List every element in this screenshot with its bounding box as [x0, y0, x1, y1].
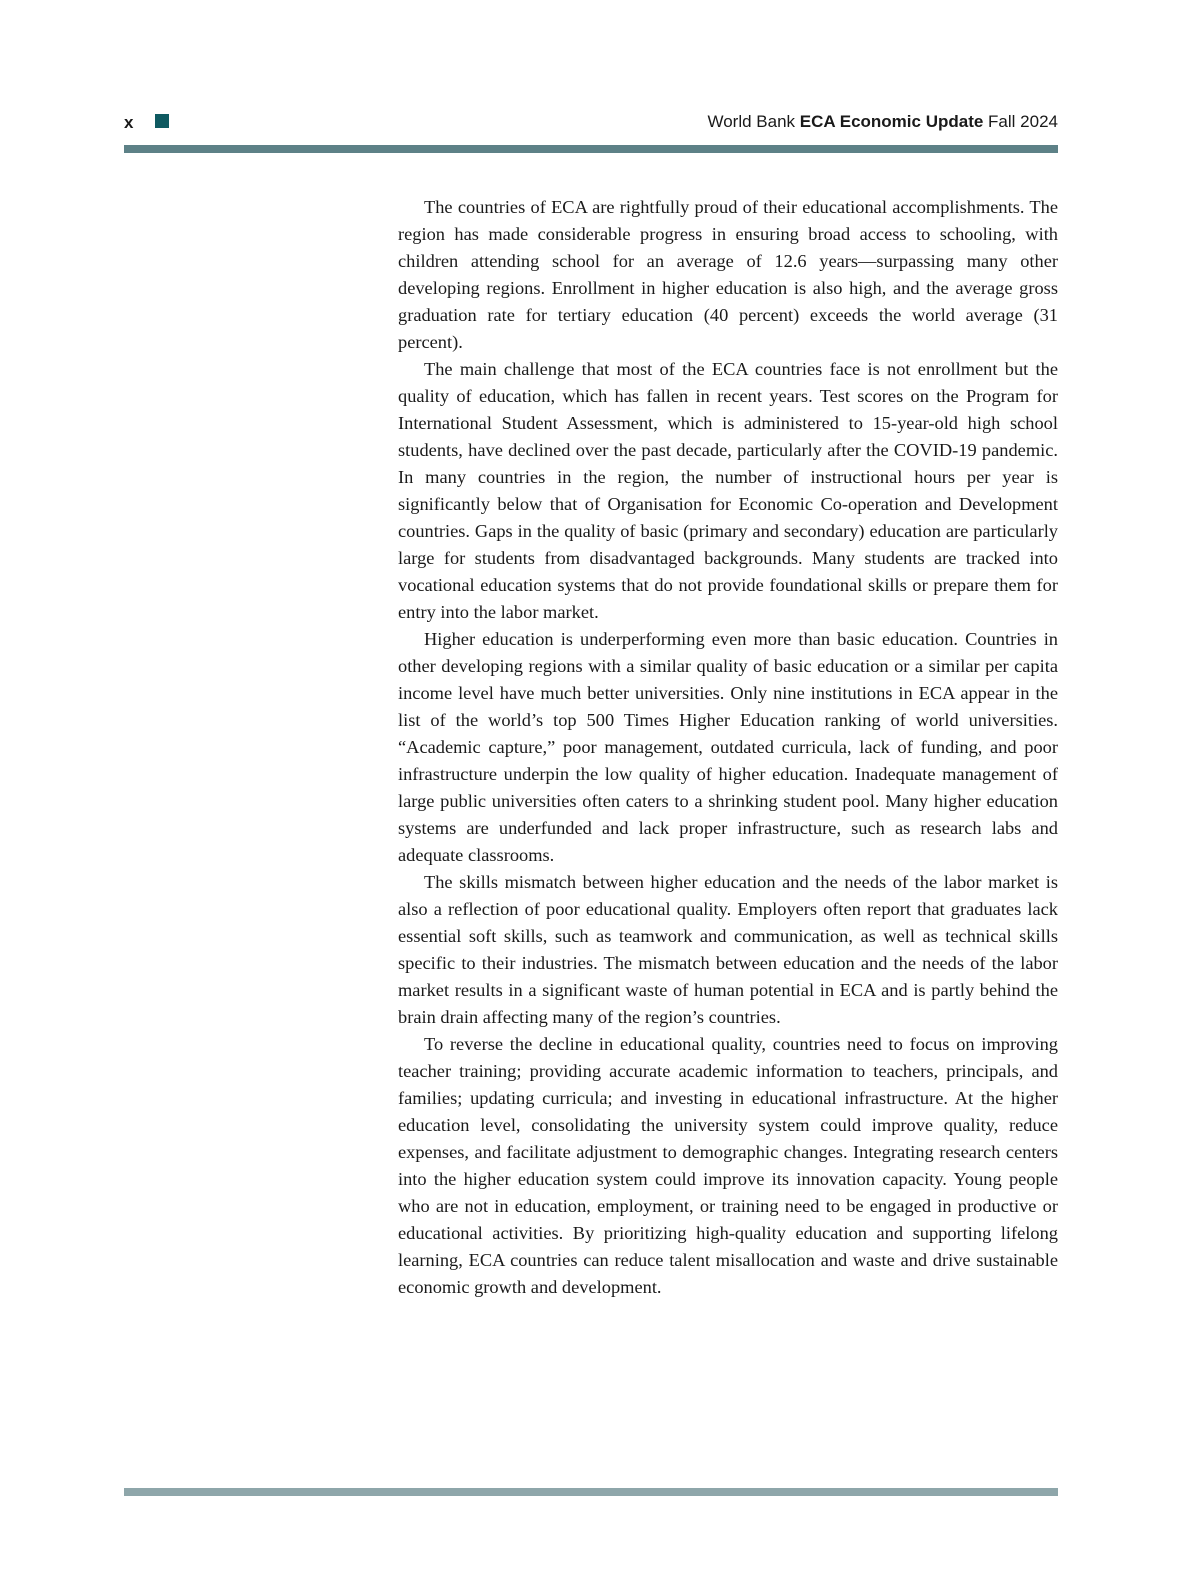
header-rule	[124, 145, 1058, 153]
body-text	[398, 194, 1058, 1301]
footer-rule	[124, 1488, 1058, 1496]
paragraph-1: The countries of ECA are rightfully proud of their educational accomplishments. The region has made considerable progress in ensuring broad access to schooling, with children attending school for an average of 12.6 years—surpassing many other developing regions. Enrollment in higher education is also high, and the average gross graduation rate for tertiary education (40 percent) exceeds the world average (31 percent).	[398, 197, 1058, 352]
paragraph-4: The skills mismatch between higher education and the needs of the labor market is also a reflection of poor educational quality. Employers often report that graduates lack essential soft skills, such as teamwork and communication, as well as technical skills specific to their industries. The mismatch between education and the needs of the labor market results in a significant waste of human potential in ECA and is partly behind the brain drain affecting many of the region’s countries.	[398, 872, 1058, 1027]
paragraph-3: Higher education is underperforming even more than basic education. Countries in other developing regions with a similar quality of basic education or a similar per capita income level have much better universities. Only nine institutions in ECA appear in the list of the world’s top 500 Times Higher Education ranking of world universities. “Academic capture,” poor management, outdated curricula, lack of funding, and poor infrastructure underpin the low quality of higher education. Inadequate management of large public universities often caters to a shrinking student pool. Many higher education systems are underfunded and lack proper infrastructure, such as research labs and adequate classrooms.	[398, 629, 1058, 865]
running-head-suffix: Fall 2024	[983, 112, 1058, 131]
running-head-prefix: World Bank	[707, 112, 800, 131]
running-head-title: ECA Economic Update	[799, 112, 984, 131]
header-accent-square	[155, 114, 169, 128]
running-head	[707, 110, 1058, 134]
paragraph-5: To reverse the decline in educational quality, countries need to focus on improving teacher training; providing accurate academic information to teachers, principals, and families; updating curricula; and investing in educational infrastructure. At the higher education level, consolidating the university system could improve quality, reduce expenses, and facilitate adjustment to demographic changes. Integrating research centers into the higher education system could improve its innovation capacity. Young people who are not in education, employment, or training need to be engaged in productive or educational activities. By prioritizing high-quality education and supporting lifelong learning, ECA countries can reduce talent misallocation and waste and drive sustainable economic growth and development.	[398, 1034, 1058, 1297]
page-number: x	[124, 113, 134, 132]
paragraph-2: The main challenge that most of the ECA countries face is not enrollment but the quality of education, which has fallen in recent years. Test scores on the Program for International Student Assessment, which is administered to 15-year-old high school students, have declined over the past decade, particularly after the COVID-19 pandemic. In many countries in the region, the number of instructional hours per year is significantly below that of Organisation for Economic Co-operation and Development countries. Gaps in the quality of basic (primary and secondary) education are particularly large for students from disadvantaged backgrounds. Many students are tracked into vocational education systems that do not provide foundational skills or prepare them for entry into the labor market.	[398, 359, 1058, 622]
